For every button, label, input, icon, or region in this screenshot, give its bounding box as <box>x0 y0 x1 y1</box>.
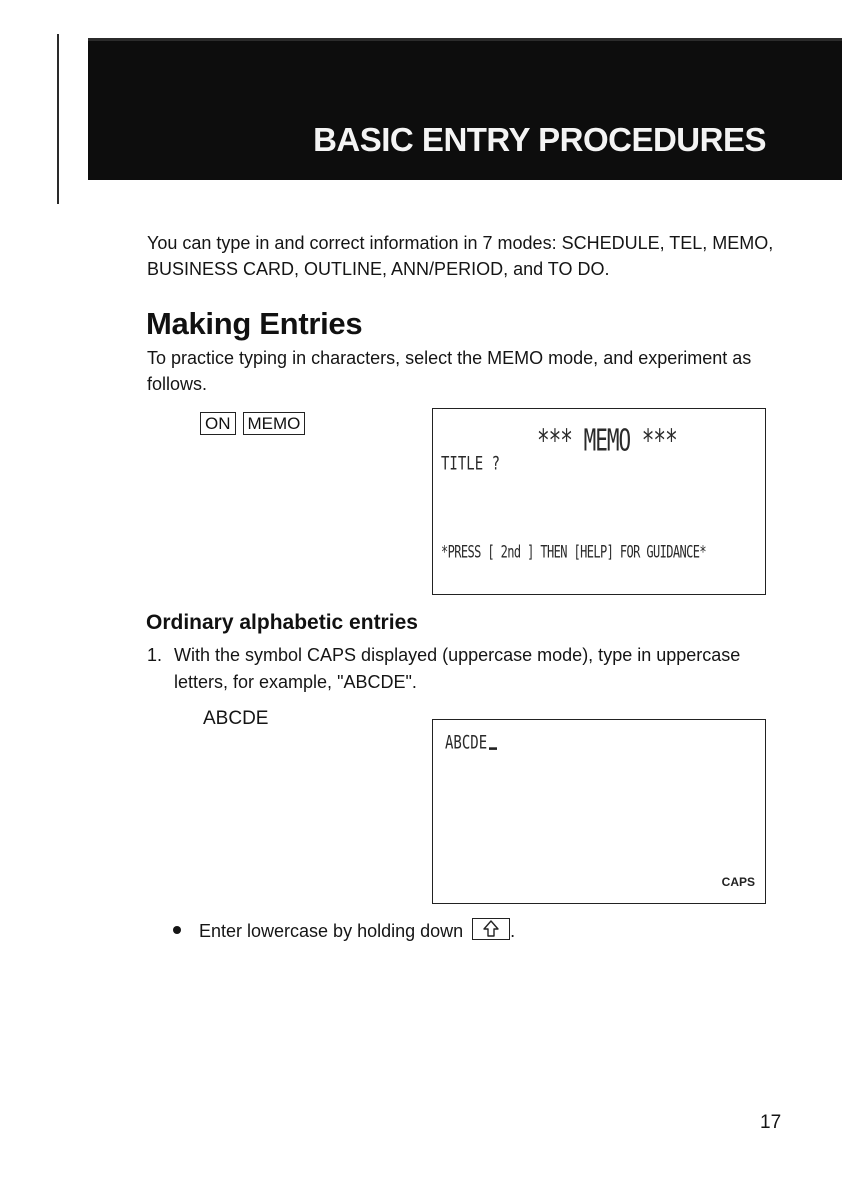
making-entries-description: To practice typing in characters, select the MEMO mode, and experiment as follows. <box>147 348 752 394</box>
on-key: ON <box>200 412 236 435</box>
lowercase-bullet <box>173 918 515 944</box>
entry-display-screen <box>432 719 766 904</box>
intro-paragraph: You can type in and correct information in 7 modes: SCHEDULE, TEL, MEMO, BUSINESS CARD, OUTLINE, ANN/PERIOD, and TO DO. <box>147 233 774 279</box>
display-entry-text: ABCDE <box>445 733 488 754</box>
step-number: 1. <box>147 645 163 665</box>
bullet-text: Enter lowercase by holding down <box>199 921 464 941</box>
making-entries-heading: Making Entries <box>146 306 363 341</box>
display-guidance: *PRESS [ 2nd ] THEN [HELP] FOR GUIDANCE* <box>441 542 706 562</box>
cursor-icon <box>489 747 497 750</box>
caps-indicator: CAPS <box>721 875 755 889</box>
shift-arrow-icon <box>483 920 499 937</box>
display-entry-line <box>445 733 497 754</box>
display-header: *** MEMO *** <box>537 423 677 458</box>
memo-key: MEMO <box>243 412 306 435</box>
ordinary-entries-heading: Ordinary alphabetic entries <box>146 611 418 634</box>
step-1 <box>147 642 747 696</box>
shift-key <box>472 918 510 940</box>
bullet-end-punctuation: . <box>510 921 516 941</box>
margin-rule <box>57 34 59 204</box>
banner-title: BASIC ENTRY PROCEDURES <box>313 121 766 158</box>
display-title-prompt: TITLE ? <box>441 454 501 475</box>
page-number: 17 <box>760 1112 782 1133</box>
step-text: With the symbol CAPS displayed (uppercase mode), type in uppercase letters, for example, "ABCDE". <box>174 645 741 692</box>
key-sequence <box>200 412 305 435</box>
bullet-icon <box>173 926 181 934</box>
section-banner <box>88 38 842 180</box>
input-example: ABCDE <box>203 708 269 729</box>
memo-display-screen <box>432 408 766 595</box>
